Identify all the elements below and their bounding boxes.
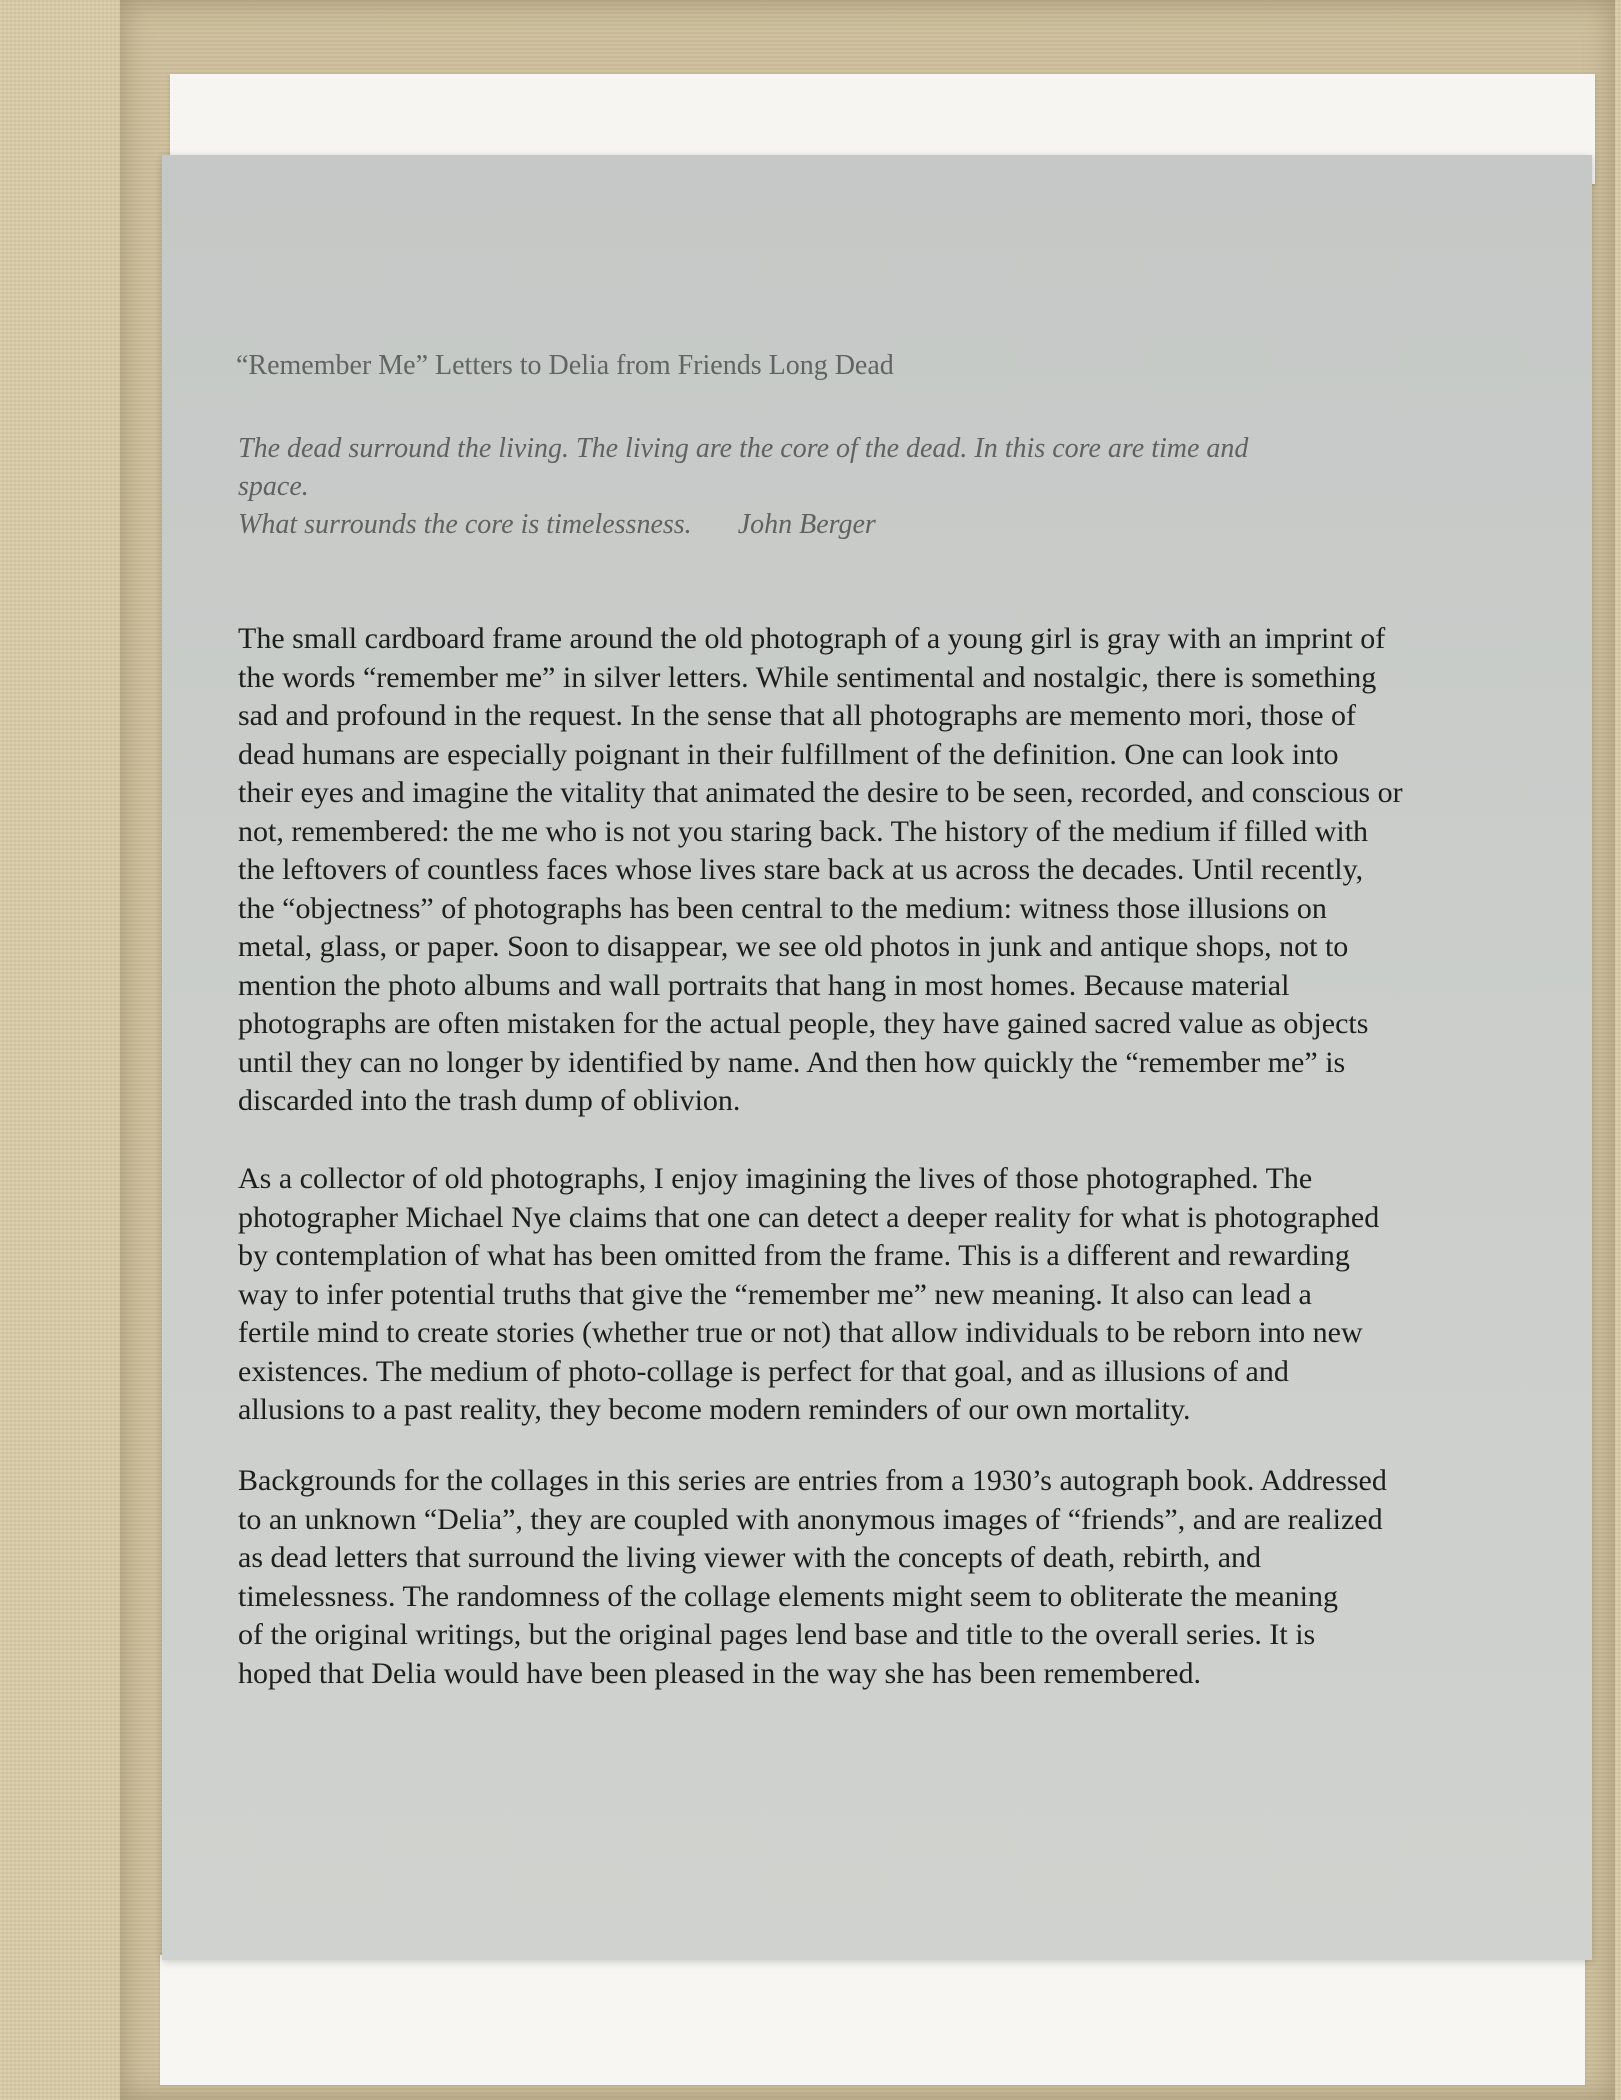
text-line: by contemplation of what has been omitted from the frame. This is a different and rewarding bbox=[238, 1239, 1350, 1272]
text-line: allusions to a past reality, they become modern reminders of our own mortality. bbox=[238, 1393, 1191, 1426]
epigraph-last-line bbox=[238, 506, 1498, 544]
text-line: their eyes and imagine the vitality that animated the desire to be seen, recorded, and conscious or bbox=[238, 776, 1403, 809]
text-line: metal, glass, or paper. Soon to disappear, we see old photos in junk and antique shops, not to bbox=[238, 930, 1349, 963]
epigraph-line: space. bbox=[238, 471, 309, 502]
text-line: way to infer potential truths that give the “remember me” new meaning. It also can lead a bbox=[238, 1277, 1312, 1311]
text-line: mention the photo albums and wall portraits that hang in most homes. Because material bbox=[238, 968, 1290, 1002]
text-line: of the original writings, but the original pages lend base and title to the overall series. It is bbox=[238, 1618, 1316, 1651]
epigraph-last-text: What surrounds the core is timelessness. bbox=[238, 509, 692, 540]
text-line: Backgrounds for the collages in this series are entries from a 1930’s autograph book. Addressed bbox=[238, 1464, 1387, 1497]
text-line: as dead letters that surround the living viewer with the concepts of death, rebirth, and bbox=[238, 1541, 1262, 1574]
epigraph bbox=[238, 430, 1498, 544]
text-line: not, remembered: the me who is not you staring back. The history of the medium if filled with bbox=[238, 814, 1369, 848]
text-line: The small cardboard frame around the old photograph of a young girl is gray with an imprint of bbox=[238, 622, 1386, 655]
text-line: sad and profound in the request. In the sense that all photographs are memento mori, those of bbox=[238, 699, 1357, 732]
text-line: the leftovers of countless faces whose lives stare back at us across the decades. Until recently, bbox=[238, 853, 1364, 886]
text-line: the words “remember me” in silver letters. While sentimental and nostalgic, there is something bbox=[238, 660, 1377, 694]
text-line: existences. The medium of photo-collage is perfect for that goal, and as illusions of and bbox=[238, 1354, 1289, 1388]
text-line: discarded into the trash dump of oblivion. bbox=[238, 1084, 741, 1117]
text-line: photographer Michael Nye claims that one can detect a deeper reality for what is photographed bbox=[238, 1200, 1380, 1234]
text-line: timelessness. The randomness of the collage elements might seem to obliterate the meaning bbox=[238, 1579, 1338, 1613]
paragraph-1 bbox=[238, 620, 1558, 1121]
text-line: dead humans are especially poignant in their fulfillment of the definition. One can look into bbox=[238, 737, 1339, 771]
paragraph-3 bbox=[238, 1462, 1558, 1693]
document-title: “Remember Me” Letters to Delia from Friends Long Dead bbox=[236, 350, 894, 381]
text-line: hoped that Delia would have been pleased in the way she has been remembered. bbox=[238, 1656, 1201, 1690]
text-line: the “objectness” of photographs has been central to the medium: witness those illusions on bbox=[238, 891, 1327, 925]
epigraph-line: The dead surround the living. The living are the core of the dead. In this core are time and bbox=[238, 433, 1249, 464]
paragraph-2 bbox=[238, 1160, 1558, 1430]
text-line: As a collector of old photographs, I enjoy imagining the lives of those photographed. The bbox=[238, 1162, 1313, 1195]
epigraph-author: John Berger bbox=[737, 509, 876, 540]
text-line: to an unknown “Delia”, they are coupled with anonymous images of “friends”, and are realized bbox=[238, 1502, 1383, 1536]
white-sheet-bottom bbox=[160, 1955, 1585, 2085]
text-line: fertile mind to create stories (whether true or not) that allow individuals to be reborn into new bbox=[238, 1316, 1363, 1349]
text-line: until they can no longer by identified by name. And then how quickly the “remember me” is bbox=[238, 1045, 1346, 1079]
text-line: photographs are often mistaken for the actual people, they have gained sacred value as objects bbox=[238, 1007, 1369, 1040]
